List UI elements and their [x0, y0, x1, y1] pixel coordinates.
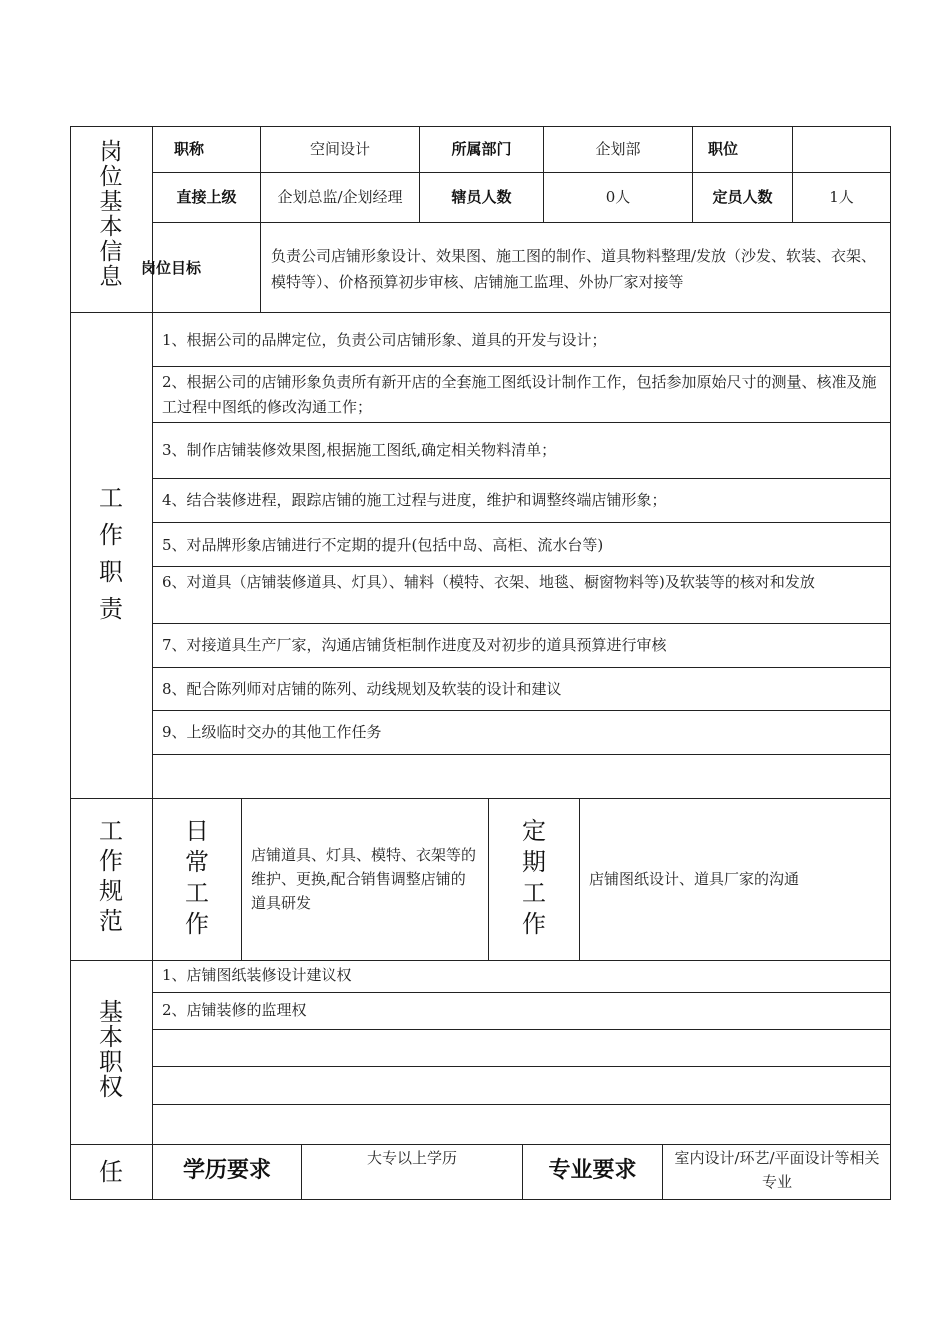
department-value: 企划部 — [595, 140, 641, 158]
grade-label: 职位 — [708, 140, 739, 158]
supervisor-value: 企划总监/企划经理 — [277, 188, 403, 206]
post-name-label: 职称 — [174, 140, 205, 158]
subordinates-label: 辖员人数 — [451, 188, 512, 206]
department-label: 所属部门 — [451, 140, 512, 158]
goal-label: 岗位目标 — [141, 259, 202, 277]
major-label: 专业要求 — [548, 1158, 637, 1183]
headcount-label: 定员人数 — [712, 188, 773, 206]
duty-item: 6、对道具（店铺装修道具、灯具）、辅料（模特、衣架、地毯、橱窗物料等)及软装等的核对和发放 — [162, 573, 815, 591]
duty-item: 1、根据公司的品牌定位，负责公司店铺形象、道具的开发与设计； — [162, 331, 607, 349]
education-value: 大专以上学历 — [366, 1149, 457, 1167]
section-norms-label: 工作规范 — [99, 817, 123, 935]
duty-item: 3、制作店铺装修效果图,根据施工图纸,确定相关物料清单； — [162, 441, 557, 459]
right-item: 2、店铺装修的监理权 — [162, 1001, 307, 1019]
supervisor-label: 直接上级 — [176, 188, 237, 206]
daily-work-label: 日常工作 — [185, 817, 209, 938]
headcount-value: 1人 — [829, 188, 854, 206]
section-duties-label: 工作职责 — [99, 484, 123, 623]
section-rights-label: 基本职权 — [99, 998, 123, 1101]
duty-item: 4、结合装修进程，跟踪店铺的施工过程与进度，维护和调整终端店铺形象； — [162, 491, 667, 509]
duty-item: 2、根据公司的店铺形象负责所有新开店的全套施工图纸设计制作工作，包括参加原始尺寸的测量、核准及施工过程中图纸的修改沟通工作； — [162, 373, 877, 416]
periodic-work-label: 定期工作 — [522, 817, 546, 938]
post-name-value: 空间设计 — [309, 140, 370, 158]
duty-item: 5、对品牌形象店铺进行不定期的提升(包括中岛、高柜、流水台等) — [162, 536, 604, 554]
section-basic-info-label: 岗位基本信息 — [99, 139, 123, 290]
periodic-work-value: 店铺图纸设计、道具厂家的沟通 — [589, 870, 800, 888]
right-item: 1、店铺图纸装修设计建议权 — [162, 966, 352, 984]
section-requirements-label: 任 — [99, 1158, 123, 1186]
education-label: 学历要求 — [182, 1158, 271, 1183]
subordinates-value: 0人 — [605, 188, 631, 206]
daily-work-value: 店铺道具、灯具、模特、衣架等的维护、更换,配合销售调整店铺的道具研发 — [251, 846, 477, 912]
major-value: 室内设计/环艺/平面设计等相关专业 — [674, 1149, 880, 1191]
duty-item: 7、对接道具生产厂家，沟通店铺货柜制作进度及对初步的道具预算进行审核 — [162, 636, 667, 654]
duty-item: 8、配合陈列师对店铺的陈列、动线规划及软装的设计和建议 — [162, 680, 562, 698]
duty-item: 9、上级临时交办的其他工作任务 — [162, 723, 382, 741]
goal-value: 负责公司店铺形象设计、效果图、施工图的制作、道具物料整理/发放（沙发、软装、衣架、模特等）、价格预算初步审核、店铺施工监理、外协厂家对接等 — [271, 247, 877, 291]
